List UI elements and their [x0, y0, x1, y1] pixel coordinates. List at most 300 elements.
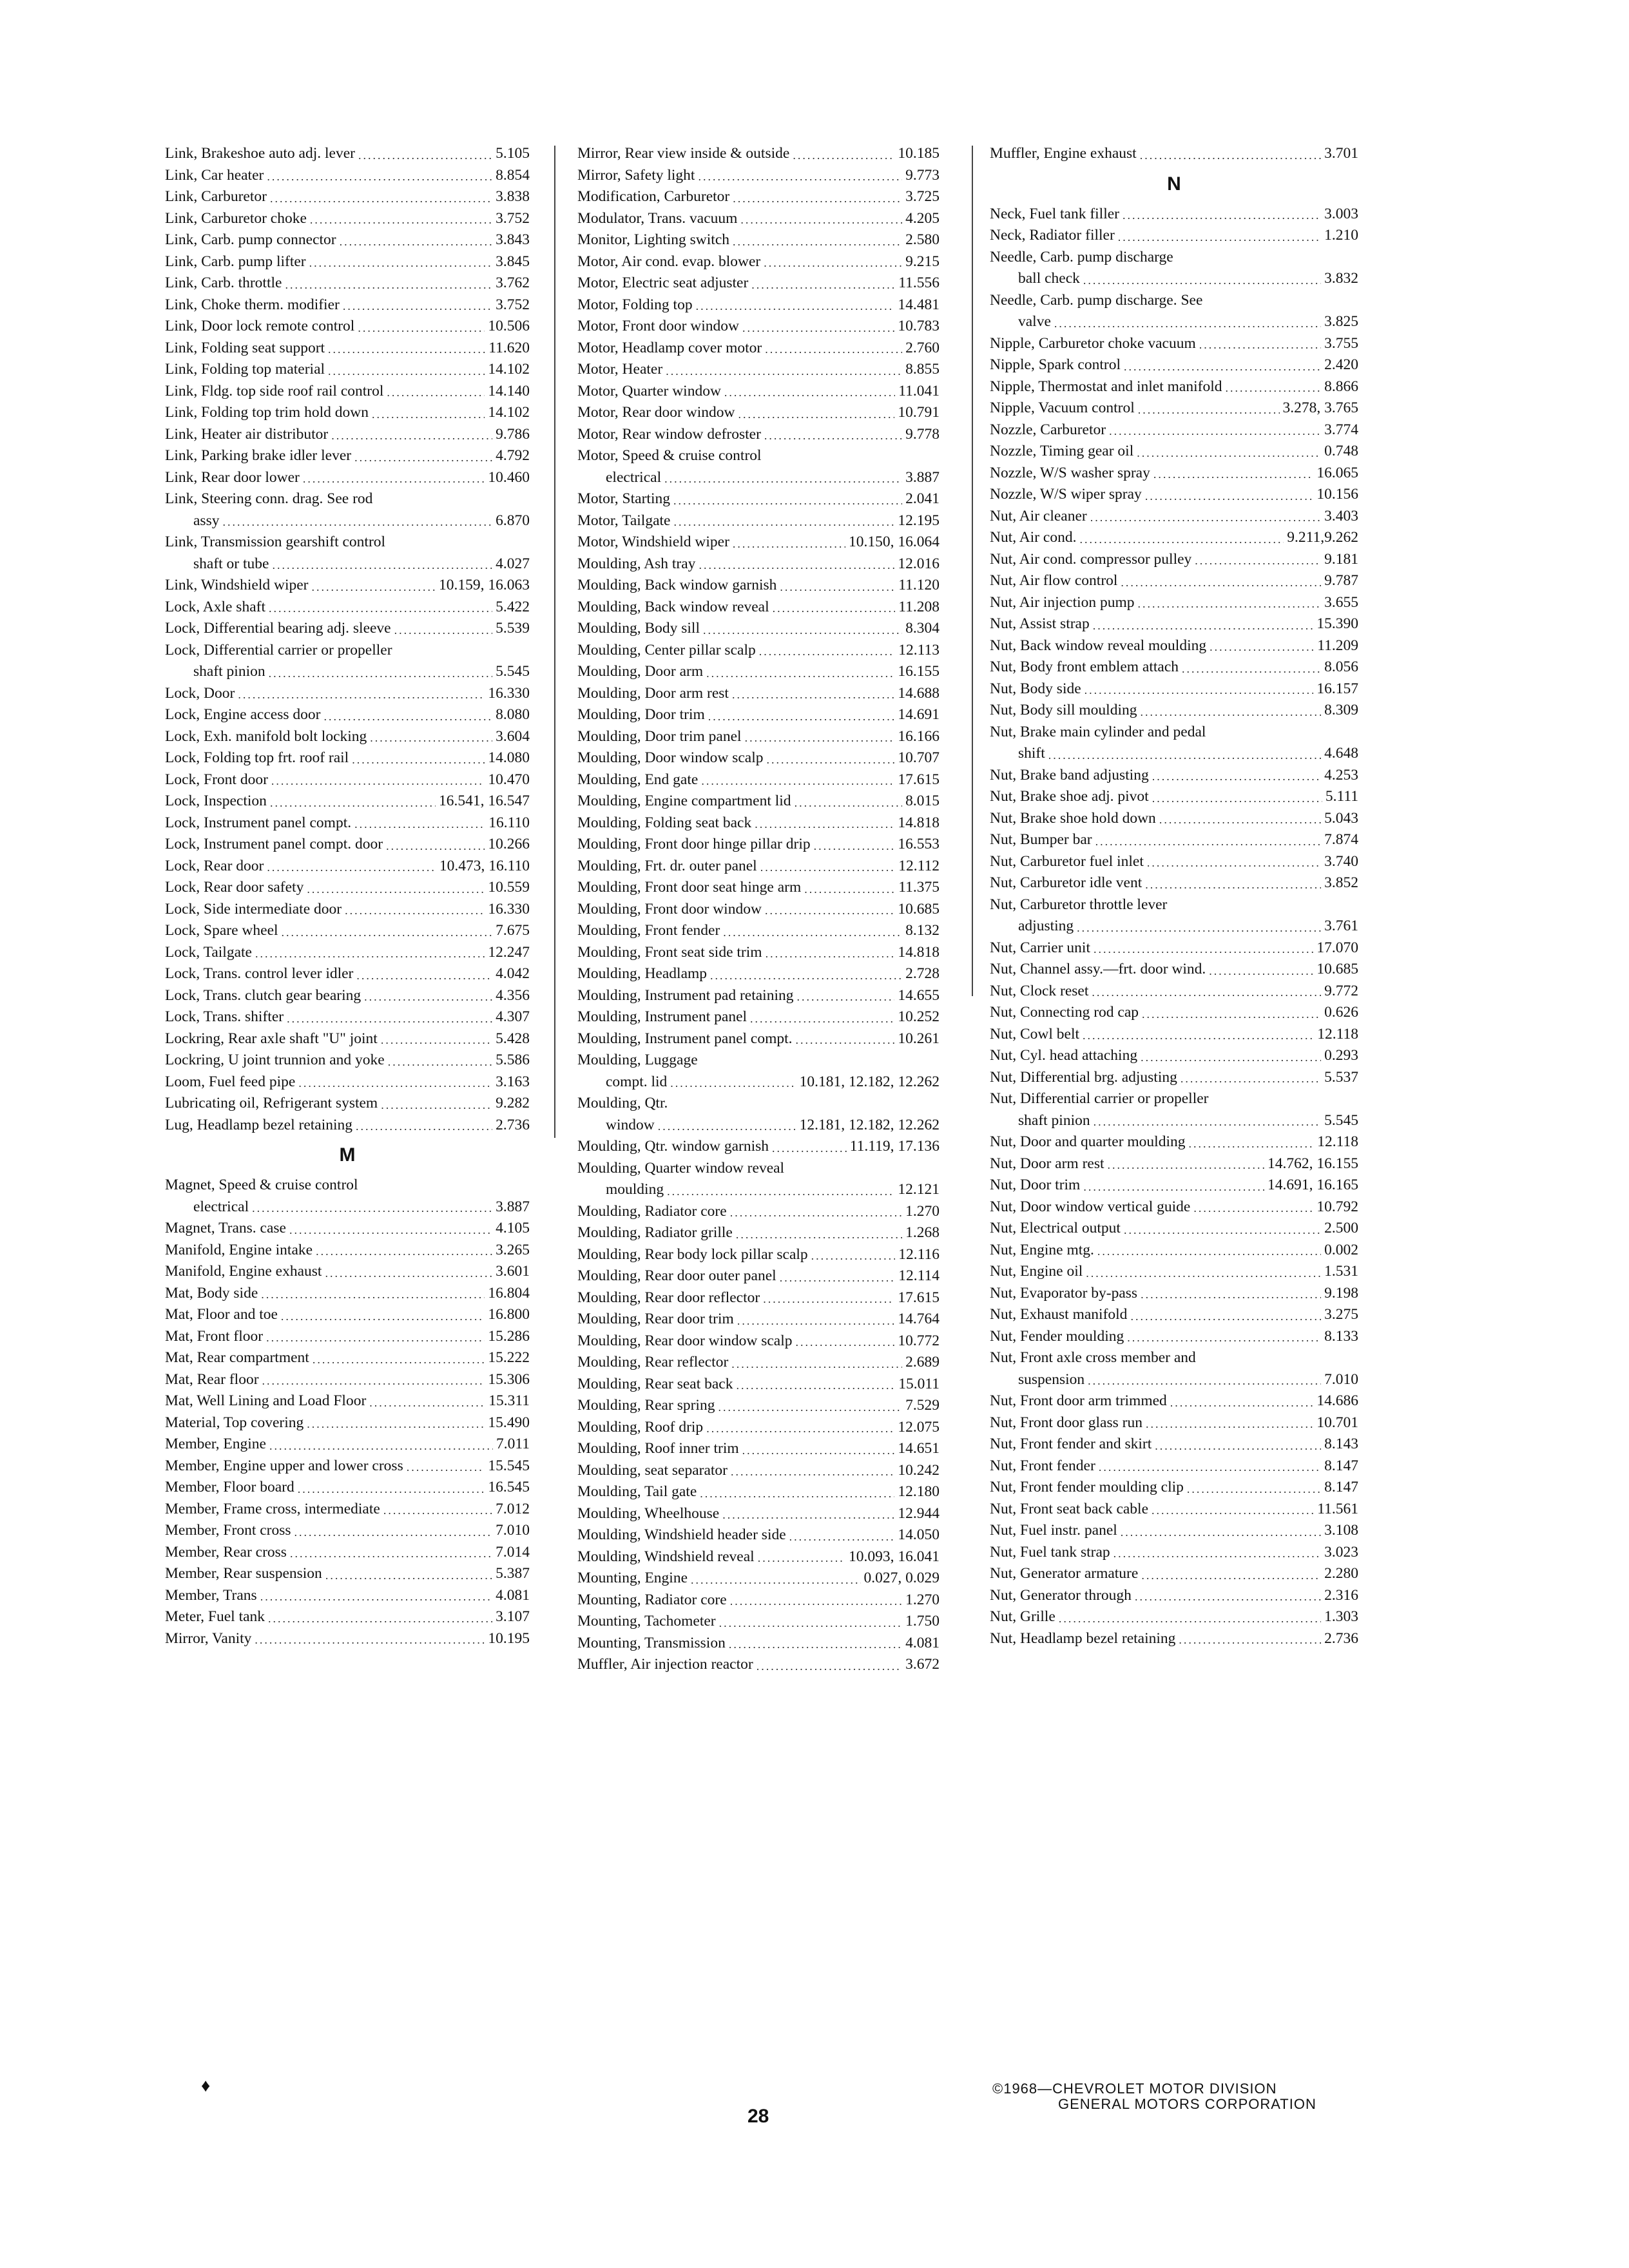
entry-name: Moulding, Back window garnish: [577, 577, 777, 593]
entry-page-ref: 3.762: [496, 274, 530, 291]
entry-page-ref: 10.261: [898, 1030, 940, 1047]
entry-page-ref: 3.774: [1324, 421, 1358, 438]
entry-page-ref: 3.107: [496, 1608, 530, 1625]
entry-page-ref: 5.537: [1324, 1068, 1358, 1086]
entry-name: Moulding, Center pillar scalp: [577, 641, 756, 658]
entry-name: Moulding, Front door window: [577, 900, 762, 918]
entry-name: Moulding, Windshield reveal: [577, 1548, 755, 1565]
entry-name: Motor, Speed & cruise control: [577, 447, 762, 464]
entry-name: Moulding, Quarter window reveal: [577, 1159, 785, 1177]
dot-leader: [1079, 530, 1284, 549]
dot-leader: [345, 901, 485, 920]
dot-leader: [1109, 421, 1321, 441]
entry-page-ref: 4.253: [1324, 766, 1358, 783]
entry-name: adjusting: [1018, 918, 1074, 934]
entry-name: Neck, Fuel tank filler: [990, 205, 1119, 222]
dot-leader: [387, 383, 485, 402]
entry-name: Nut, Brake band adjusting: [990, 766, 1149, 783]
dot-leader: [1209, 961, 1313, 981]
entry-name: Moulding, Door trim: [577, 706, 705, 723]
index-entry: [577, 208, 940, 230]
dot-leader: [1124, 1220, 1321, 1240]
entry-name: Nut, Front door arm trimmed: [990, 1392, 1167, 1409]
entry-name: Lubricating oil, Refrigerant system: [165, 1095, 378, 1111]
entry-page-ref: 8.147: [1324, 1479, 1358, 1495]
entry-name: Nut, Air flow control: [990, 572, 1118, 589]
index-entry: [577, 640, 940, 662]
entry-page-ref: 4.356: [496, 986, 530, 1004]
dot-leader: [1054, 314, 1321, 333]
entry-page-ref: 7.874: [1324, 831, 1358, 848]
dot-leader: [758, 1548, 845, 1568]
dot-leader: [1113, 1544, 1321, 1563]
index-entry: [165, 1390, 530, 1412]
entry-name: Nut, Door window vertical guide: [990, 1198, 1191, 1215]
entry-page-ref: 8.309: [1324, 702, 1358, 718]
entry-page-ref: 10.791: [898, 404, 940, 421]
entry-page-ref: 5.428: [496, 1030, 530, 1047]
dot-leader: [666, 361, 902, 381]
dot-leader: [407, 1457, 485, 1477]
dot-leader: [1083, 1026, 1314, 1045]
dot-leader: [729, 1635, 902, 1654]
entry-page-ref: 3.403: [1324, 507, 1358, 524]
index-entry: [990, 204, 1358, 226]
index-entry: [165, 877, 530, 899]
entry-page-ref: 2.280: [1324, 1565, 1358, 1582]
entry-name: suspension: [1018, 1370, 1085, 1388]
entry-name: shaft or tube: [193, 555, 269, 572]
dot-leader: [267, 858, 436, 877]
entry-page-ref: 3.278, 3.765: [1282, 399, 1358, 416]
index-entry: [577, 1374, 940, 1396]
entry-name: Mirror, Vanity: [165, 1629, 252, 1647]
index-entry: [577, 1481, 940, 1503]
entry-name: Link, Carb. pump connector: [165, 231, 336, 248]
entry-name: Moulding, Rear reflector: [577, 1354, 729, 1370]
entry-page-ref: 1.270: [905, 1591, 940, 1608]
entry-name: Nut, Front fender moulding clip: [990, 1479, 1184, 1495]
entry-name: Manifold, Engine intake: [165, 1241, 313, 1258]
dot-leader: [793, 146, 894, 165]
dot-leader: [691, 1570, 860, 1590]
entry-page-ref: 10.460: [488, 468, 530, 486]
entry-page-ref: 11.041: [898, 382, 940, 399]
index-entry: [165, 424, 530, 446]
index-entry: [165, 1261, 530, 1283]
entry-page-ref: 8.132: [905, 922, 940, 939]
entry-name: Lock, Inspection: [165, 793, 267, 809]
entry-page-ref: 12.116: [898, 1245, 940, 1263]
dot-leader: [383, 1501, 492, 1520]
entry-page-ref: 3.852: [1324, 874, 1358, 891]
index-entry: [990, 916, 1358, 937]
entry-name: Lock, Instrument panel compt. door: [165, 836, 383, 852]
dot-leader: [1138, 594, 1322, 613]
entry-page-ref: 17.070: [1316, 939, 1358, 956]
index-entry: [165, 683, 530, 705]
dot-leader: [294, 1523, 493, 1542]
dot-leader: [755, 814, 894, 834]
dot-leader: [1146, 1414, 1313, 1434]
entry-page-ref: 14.140: [488, 382, 530, 399]
entry-page-ref: 12.247: [488, 943, 530, 961]
entry-name: Nut, Differential brg. adjusting: [990, 1068, 1177, 1086]
entry-name: Member, Floor board: [165, 1479, 294, 1495]
entry-page-ref: 15.390: [1316, 615, 1358, 632]
dot-leader: [1094, 1112, 1322, 1131]
entry-name: Nut, Back window reveal moulding: [990, 637, 1207, 654]
entry-page-ref: 7.010: [496, 1522, 530, 1539]
dot-leader: [1092, 983, 1321, 1002]
entry-page-ref: 16.166: [898, 727, 940, 745]
dot-leader: [289, 1220, 492, 1240]
entry-page-ref: 14.691, 16.165: [1268, 1177, 1358, 1193]
dot-leader: [1090, 508, 1321, 527]
entry-name: Lockring, U joint trunnion and yoke: [165, 1052, 385, 1068]
entry-page-ref: 5.586: [496, 1052, 530, 1068]
dot-leader: [1141, 1285, 1321, 1304]
dot-leader: [267, 167, 492, 186]
entry-page-ref: 11.209: [1317, 637, 1358, 654]
dot-leader: [1225, 378, 1321, 398]
index-entry: [577, 1546, 940, 1568]
dot-leader: [766, 944, 895, 963]
dot-leader: [731, 1354, 902, 1374]
entry-name: Member, Frame cross, intermediate: [165, 1500, 380, 1517]
entry-name: Moulding, Instrument panel: [577, 1008, 747, 1025]
entry-name: Nut, Bumper bar: [990, 831, 1092, 848]
dot-leader: [269, 1436, 493, 1456]
entry-name: Nipple, Thermostat and inlet manifold: [990, 378, 1222, 395]
entry-name: Moulding, Rear door trim: [577, 1311, 734, 1327]
index-entry: [577, 1331, 940, 1352]
dot-leader: [369, 1393, 485, 1412]
dot-leader: [238, 685, 485, 704]
dot-leader: [750, 1009, 894, 1028]
dot-leader: [1137, 443, 1321, 463]
entry-name: Member, Front cross: [165, 1522, 291, 1539]
entry-page-ref: 7.012: [496, 1500, 530, 1517]
index-entry: [990, 851, 1358, 873]
entry-page-ref: 10.252: [898, 1008, 940, 1025]
dot-leader: [1121, 573, 1321, 592]
entry-page-ref: 16.330: [488, 684, 530, 702]
entry-name: Nut, Front fender and skirt: [990, 1436, 1152, 1452]
index-entry: [577, 1568, 940, 1590]
entry-name: Mat, Front floor: [165, 1327, 264, 1345]
index-entry: [165, 1326, 530, 1348]
dot-leader: [255, 1630, 485, 1649]
index-entry-heading: [990, 894, 1358, 916]
entry-name: Nut, Channel assy.—frt. door wind.: [990, 961, 1206, 977]
entry-name: Nut, Headlamp bezel retaining: [990, 1629, 1176, 1647]
index-entry: [577, 1352, 940, 1374]
entry-name: Nut, Air cond.: [990, 529, 1077, 546]
dot-leader: [773, 599, 896, 618]
index-entry-heading: [577, 1093, 940, 1115]
entry-name: valve: [1018, 313, 1051, 330]
dot-leader: [343, 296, 492, 316]
entry-name: Lock, Exh. manifold bolt locking: [165, 727, 367, 745]
entry-name: Mirror, Safety light: [577, 166, 695, 184]
entry-name: Moulding, Front door hinge pillar drip: [577, 836, 811, 852]
index-entry-heading: [990, 1088, 1358, 1110]
index-entry: [577, 1179, 940, 1201]
entry-page-ref: 1.210: [1324, 227, 1358, 244]
index-entry: [165, 1304, 530, 1326]
index-entry: [165, 1050, 530, 1072]
index-entry: [165, 726, 530, 748]
dot-leader: [723, 923, 902, 942]
entry-name: Member, Engine: [165, 1436, 266, 1452]
entry-page-ref: 8.866: [1324, 378, 1358, 395]
index-entry: [577, 1201, 940, 1223]
entry-name: Needle, Carb. pump discharge: [990, 248, 1173, 265]
entry-page-ref: 10.181, 12.182, 12.262: [799, 1073, 940, 1090]
index-entry: [165, 1072, 530, 1093]
entry-page-ref: 3.163: [496, 1073, 530, 1090]
index-entry: [165, 920, 530, 942]
index-entry: [990, 1456, 1358, 1477]
index-entry: [990, 829, 1358, 851]
entry-name: Moulding, Radiator grille: [577, 1224, 733, 1241]
entry-page-ref: 2.760: [905, 339, 940, 356]
index-entry: [165, 1028, 530, 1050]
entry-name: Link, Brakeshoe auto adj. lever: [165, 145, 355, 162]
entry-name: Modulator, Trans. vacuum: [577, 209, 738, 227]
entry-name: Mat, Rear floor: [165, 1370, 259, 1388]
index-entry: [165, 1283, 530, 1305]
dot-leader: [733, 232, 902, 251]
entry-page-ref: 14.686: [1316, 1392, 1358, 1409]
entry-name: Moulding, Front seat side trim: [577, 943, 762, 961]
entry-page-ref: 11.561: [1317, 1500, 1358, 1517]
entry-name: Nut, Clock reset: [990, 982, 1089, 999]
entry-name: Motor, Air cond. evap. blower: [577, 253, 761, 270]
entry-name: Nut, Carburetor fuel inlet: [990, 852, 1144, 870]
entry-page-ref: 9.787: [1324, 572, 1358, 589]
entry-name: Needle, Carb. pump discharge. See: [990, 291, 1203, 309]
dot-leader: [290, 1544, 492, 1563]
entry-name: Nut, Door arm rest: [990, 1155, 1104, 1172]
entry-name: Nut, Differential carrier or propeller: [990, 1090, 1209, 1107]
index-entry: [165, 208, 530, 230]
dot-leader: [325, 1264, 492, 1283]
index-entry: [577, 1265, 940, 1287]
dot-leader: [1095, 832, 1322, 851]
index-entry: [577, 1524, 940, 1546]
entry-name: Nut, Front axle cross member and: [990, 1349, 1196, 1366]
entry-name: Moulding, Engine compartment lid: [577, 793, 791, 809]
dot-leader: [732, 685, 894, 704]
dot-leader: [1142, 1004, 1321, 1024]
index-entry: [577, 381, 940, 403]
entry-name: Lock, Differential carrier or propeller: [165, 641, 392, 658]
dot-leader: [303, 469, 485, 488]
index-entry: [165, 769, 530, 791]
dot-leader: [1152, 1501, 1314, 1520]
dot-leader: [381, 1095, 492, 1115]
dot-leader: [772, 1139, 847, 1158]
dot-leader: [719, 1613, 903, 1633]
entry-name: compt. lid: [606, 1073, 668, 1090]
entry-name: Moulding, Back window reveal: [577, 598, 769, 615]
entry-page-ref: 3.755: [1324, 334, 1358, 352]
entry-page-ref: 14.080: [488, 749, 530, 766]
index-entry: [990, 225, 1358, 247]
dot-leader: [270, 189, 492, 208]
entry-name: Moulding, Rear door outer panel: [577, 1267, 776, 1284]
entry-name: Moulding, Windshield header side: [577, 1526, 786, 1543]
entry-name: shift: [1018, 745, 1045, 762]
entry-name: electrical: [193, 1198, 249, 1215]
dot-leader: [282, 923, 493, 942]
index-entry: [577, 1072, 940, 1093]
index-entry: [577, 963, 940, 985]
entry-name: Lug, Headlamp bezel retaining: [165, 1116, 353, 1133]
dot-leader: [730, 1591, 902, 1611]
dot-leader: [1210, 637, 1314, 657]
entry-page-ref: 12.118: [1317, 1133, 1358, 1150]
dot-leader: [701, 771, 894, 791]
entry-name: Mat, Floor and toe: [165, 1306, 278, 1323]
index-entry-heading: [990, 247, 1358, 269]
dot-leader: [1048, 745, 1321, 765]
entry-name: Nipple, Carburetor choke vacuum: [990, 334, 1196, 352]
dot-leader: [1135, 1587, 1321, 1606]
entry-name: Link, Carb. pump lifter: [165, 253, 306, 270]
entry-name: Motor, Heater: [577, 361, 663, 378]
index-entry: [165, 1240, 530, 1262]
entry-name: Link, Transmission gearshift control: [165, 533, 386, 550]
entry-name: Magnet, Trans. case: [165, 1220, 286, 1236]
index-entry: [990, 1434, 1358, 1456]
index-entry: [165, 791, 530, 812]
index-entry: [165, 1347, 530, 1369]
entry-page-ref: 1.270: [905, 1202, 940, 1220]
entry-page-ref: 0.748: [1324, 443, 1358, 459]
dot-leader: [1179, 1630, 1321, 1649]
entry-name: Moulding, Luggage: [577, 1052, 698, 1068]
index-entry: [990, 981, 1358, 1003]
index-entry: [577, 683, 940, 705]
dot-leader: [1083, 1177, 1264, 1196]
index-entry: [165, 1412, 530, 1434]
dot-leader: [708, 707, 895, 726]
entry-name: Moulding, seat separator: [577, 1461, 728, 1479]
entry-name: Mat, Well Lining and Load Floor: [165, 1392, 367, 1409]
entry-name: Nut, Front seat back cable: [990, 1500, 1149, 1517]
index-entry: [990, 1369, 1358, 1391]
dot-leader: [1086, 1264, 1321, 1283]
dot-leader: [796, 1030, 895, 1050]
dot-leader: [1083, 271, 1321, 290]
dot-leader: [667, 1182, 894, 1201]
dot-leader: [261, 1285, 485, 1304]
entry-page-ref: 0.027, 0.029: [863, 1570, 940, 1586]
index-entry: [577, 1417, 940, 1439]
entry-name: Link, Car heater: [165, 166, 264, 184]
dot-leader: [1188, 1134, 1314, 1153]
index-entry-heading: [577, 1158, 940, 1180]
index-entry: [990, 463, 1358, 485]
index-entry: [990, 1628, 1358, 1650]
dot-leader: [757, 1657, 902, 1676]
entry-name: Lock, Trans. shifter: [165, 1008, 284, 1025]
index-entry: [165, 338, 530, 360]
entry-page-ref: 8.143: [1324, 1436, 1358, 1452]
entry-name: Material, Top covering: [165, 1414, 304, 1431]
index-entry: [577, 1590, 940, 1611]
entry-page-ref: 0.293: [1324, 1047, 1358, 1064]
entry-page-ref: 3.604: [496, 727, 530, 745]
index-entry: [165, 942, 530, 964]
index-entry: [577, 1309, 940, 1331]
index-entry: [165, 445, 530, 467]
index-entry: [165, 1218, 530, 1240]
entry-page-ref: 3.845: [496, 253, 530, 270]
dot-leader: [1140, 146, 1321, 165]
entry-name: Link, Fldg. top side roof rail control: [165, 382, 384, 399]
index-entry: [577, 1503, 940, 1525]
entry-page-ref: 10.185: [898, 145, 940, 162]
index-entry: [990, 808, 1358, 830]
index-entry-heading: [577, 445, 940, 467]
dot-leader: [703, 620, 902, 640]
entry-page-ref: 10.701: [1316, 1414, 1358, 1431]
entry-page-ref: 7.529: [905, 1397, 940, 1414]
entry-name: Motor, Rear window defroster: [577, 425, 761, 443]
entry-name: shaft pinion: [193, 663, 265, 680]
entry-page-ref: 10.506: [488, 318, 530, 334]
entry-name: Motor, Tailgate: [577, 512, 671, 529]
dot-leader: [1121, 1523, 1321, 1542]
dot-leader: [1094, 939, 1313, 959]
entry-page-ref: 10.159, 16.063: [439, 577, 530, 593]
dot-leader: [354, 814, 485, 834]
entry-page-ref: 9.773: [905, 166, 940, 184]
entry-page-ref: 12.118: [1317, 1025, 1358, 1043]
dot-leader: [1182, 659, 1321, 678]
entry-name: Link, Folding top material: [165, 361, 325, 378]
dot-leader: [323, 707, 492, 726]
entry-page-ref: 9.198: [1324, 1284, 1358, 1302]
entry-page-ref: 2.316: [1324, 1586, 1358, 1604]
index-entry: [577, 553, 940, 575]
section-heading: N: [1167, 173, 1181, 195]
entry-page-ref: 3.752: [496, 296, 530, 313]
entry-name: Nut, Assist strap: [990, 615, 1090, 632]
entry-page-ref: 5.422: [496, 598, 530, 615]
entry-name: electrical: [606, 468, 662, 486]
dot-leader: [736, 1225, 902, 1244]
entry-name: Mat, Rear compartment: [165, 1349, 309, 1366]
index-entry: [577, 251, 940, 273]
index-entry: [990, 1153, 1358, 1175]
dot-leader: [372, 405, 485, 424]
dot-leader: [796, 987, 894, 1006]
index-entry: [165, 1369, 530, 1391]
entry-page-ref: 5.545: [496, 663, 530, 680]
entry-name: Motor, Front door window: [577, 318, 740, 334]
index-entry: [990, 484, 1358, 506]
margin-mark: ♦: [201, 2076, 211, 2096]
entry-name: Nut, Engine mtg.: [990, 1241, 1094, 1258]
dot-leader: [313, 1350, 485, 1369]
dot-leader: [328, 340, 485, 359]
dot-leader: [1097, 1242, 1321, 1261]
